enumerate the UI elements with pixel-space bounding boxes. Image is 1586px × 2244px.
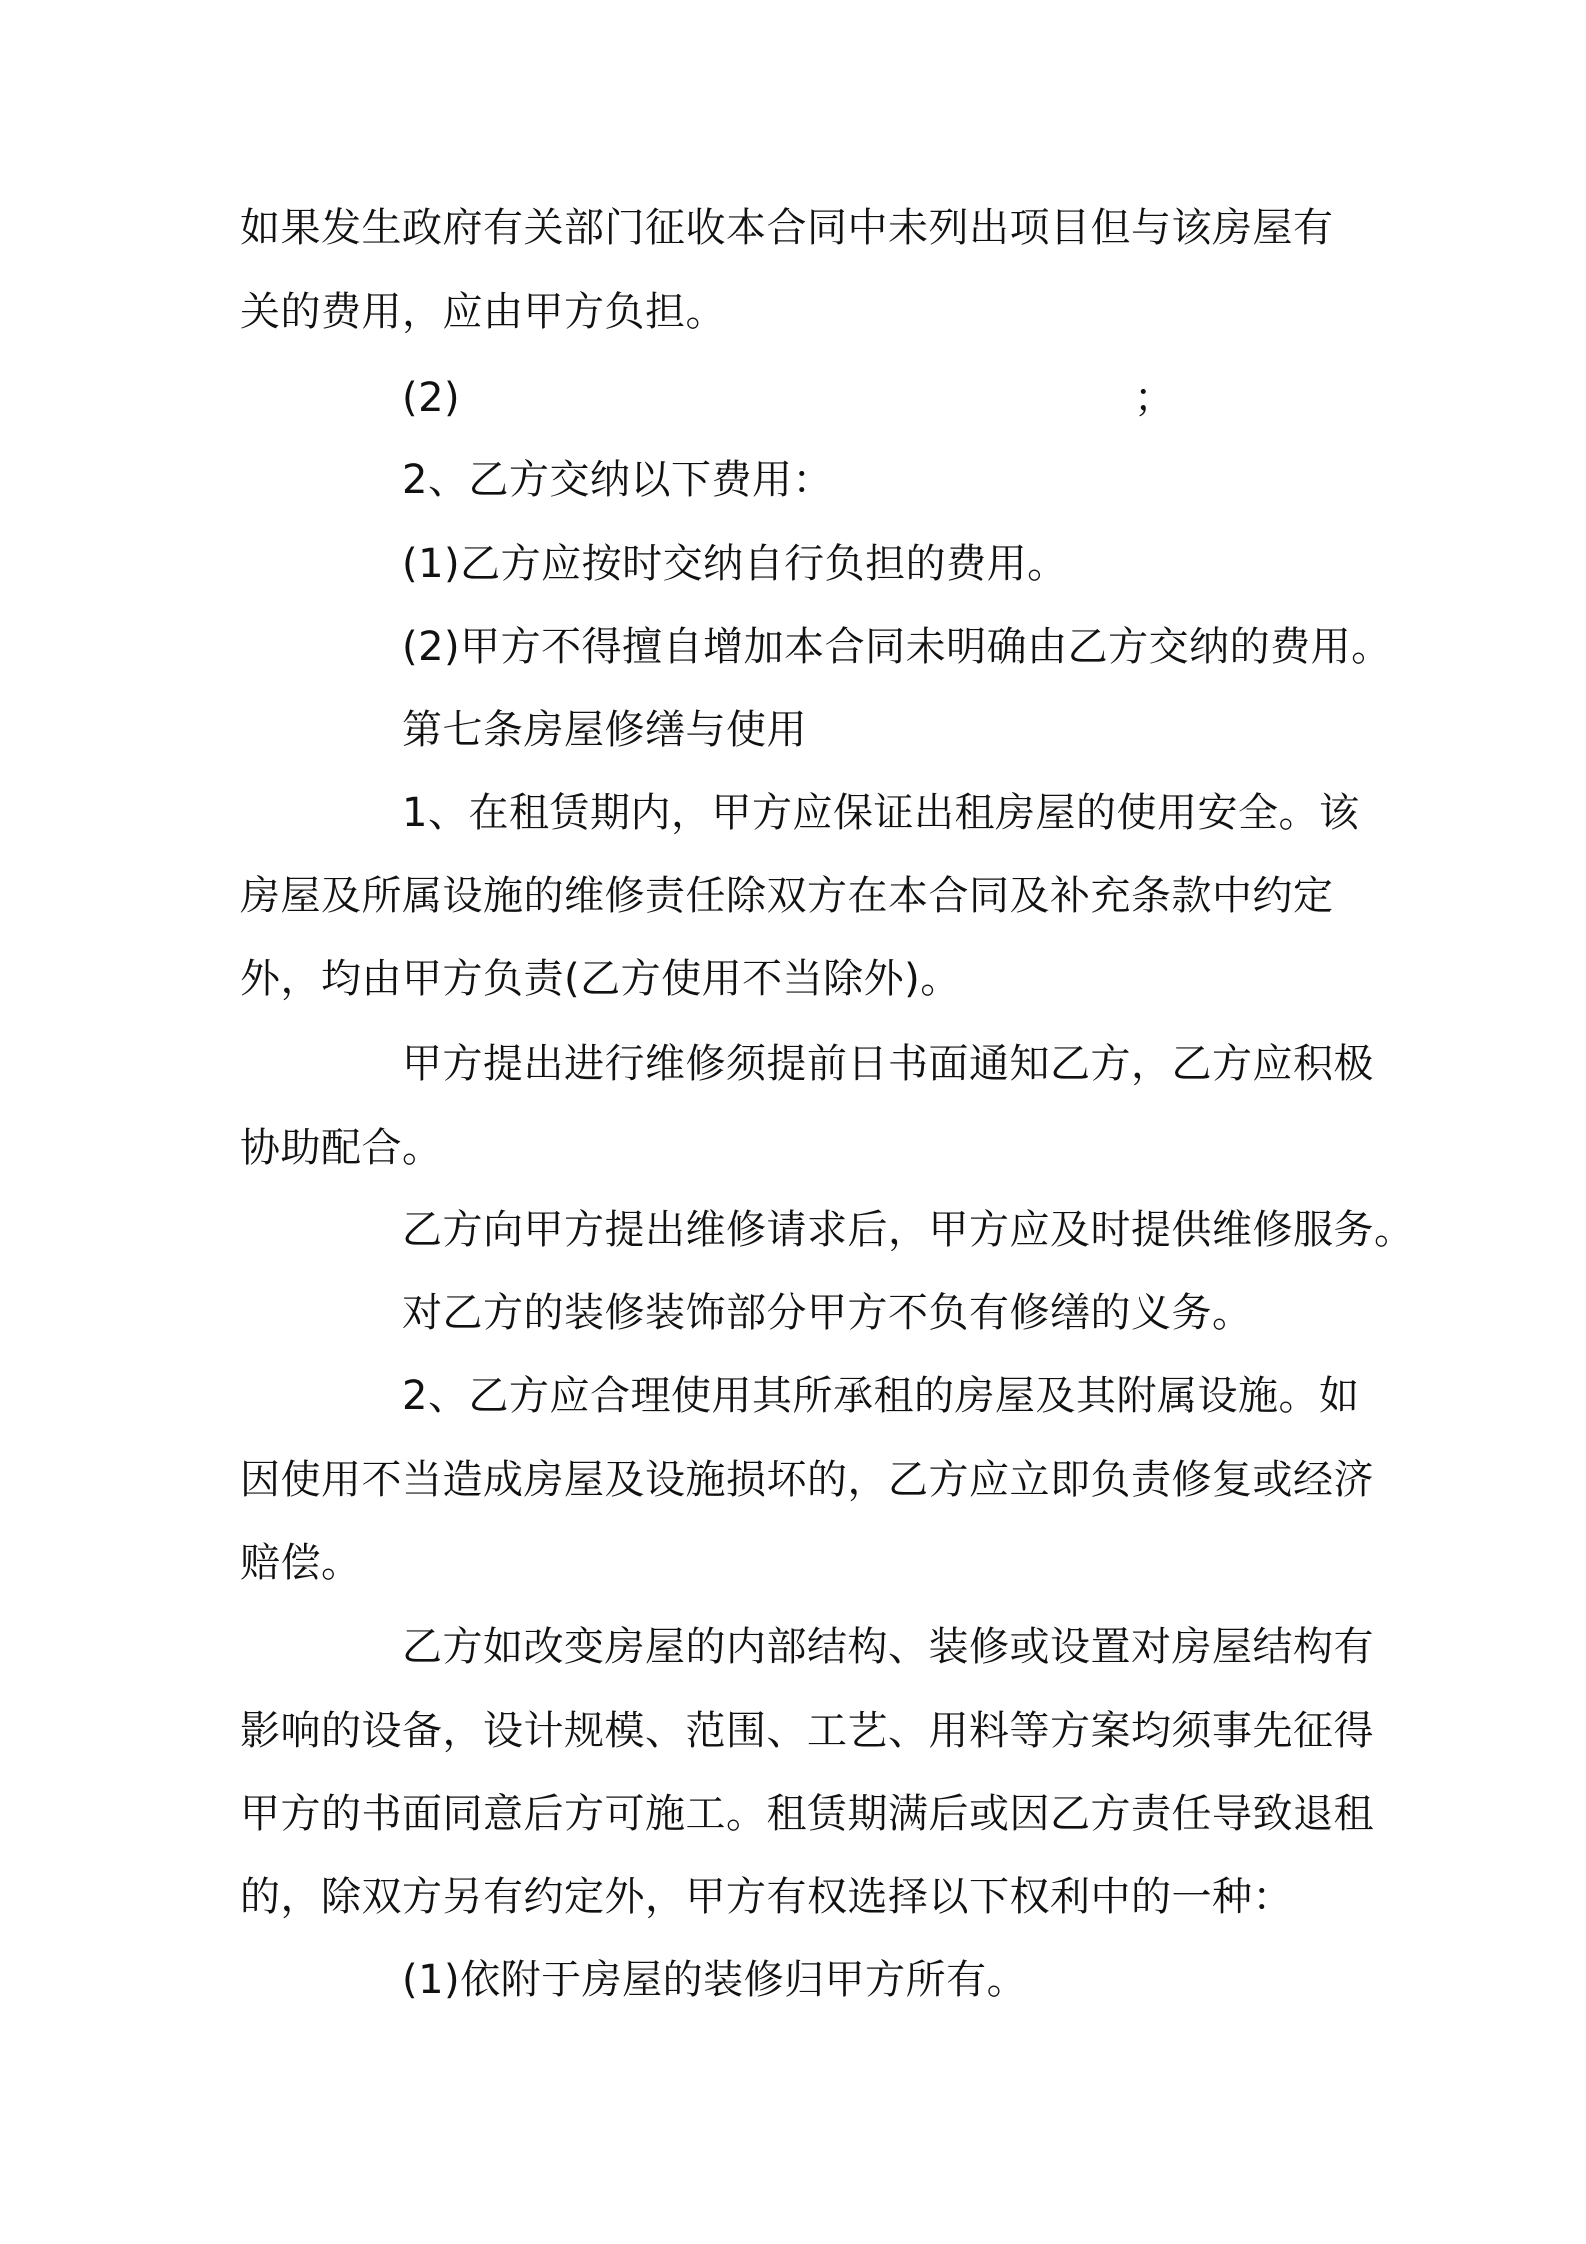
text-line: 对乙方的装修装饰部分甲方不负有修缮的义务。 bbox=[402, 1290, 1253, 1336]
text-line: 的，除双方另有约定外，甲方有权选择以下权利中的一种： bbox=[240, 1874, 1293, 1920]
text-line: 甲方的书面同意后方可施工。租赁期满后或因乙方责任导致退租 bbox=[240, 1791, 1374, 1837]
text-line: 如果发生政府有关部门征收本合同中未列出项目但与该房屋有 bbox=[240, 205, 1334, 251]
text-line: 影响的设备，设计规模、范围、工艺、用料等方案均须事先征得 bbox=[240, 1708, 1374, 1754]
text-line: 外，均由甲方负责(乙方使用不当除外)。 bbox=[240, 956, 961, 1002]
text-line: 乙方如改变房屋的内部结构、装修或设置对房屋结构有 bbox=[402, 1624, 1374, 1670]
section-heading: 第七条房屋修缮与使用 bbox=[402, 707, 807, 753]
text-line: 赔偿。 bbox=[240, 1540, 362, 1586]
text-line: 1、在租赁期内，甲方应保证出租房屋的使用安全。该 bbox=[402, 790, 1360, 836]
text-line: (2)甲方不得擅自增加本合同未明确由乙方交纳的费用。 bbox=[402, 624, 1392, 670]
text-line: (1)乙方应按时交纳自行负担的费用。 bbox=[402, 541, 1068, 587]
text-line: (2) bbox=[402, 375, 461, 421]
text-line: 2、乙方应合理使用其所承租的房屋及其附属设施。如 bbox=[402, 1373, 1360, 1419]
text-line: (1)依附于房屋的装修归甲方所有。 bbox=[402, 1957, 1028, 2003]
text-line: 协助配合。 bbox=[240, 1125, 443, 1171]
text-line: 房屋及所属设施的维修责任除双方在本合同及补充条款中约定 bbox=[240, 873, 1334, 919]
text-line: 因使用不当造成房屋及设施损坏的，乙方应立即负责修复或经济 bbox=[240, 1457, 1374, 1503]
text-line: 关的费用，应由甲方负担。 bbox=[240, 289, 726, 335]
blank-semicolon: ； bbox=[1134, 375, 1174, 421]
text-line: 2、乙方交纳以下费用： bbox=[402, 457, 833, 503]
text-line: 乙方向甲方提出维修请求后，甲方应及时提供维修服务。 bbox=[402, 1207, 1415, 1253]
text-line: 甲方提出进行维修须提前日书面通知乙方，乙方应积极 bbox=[402, 1041, 1374, 1087]
